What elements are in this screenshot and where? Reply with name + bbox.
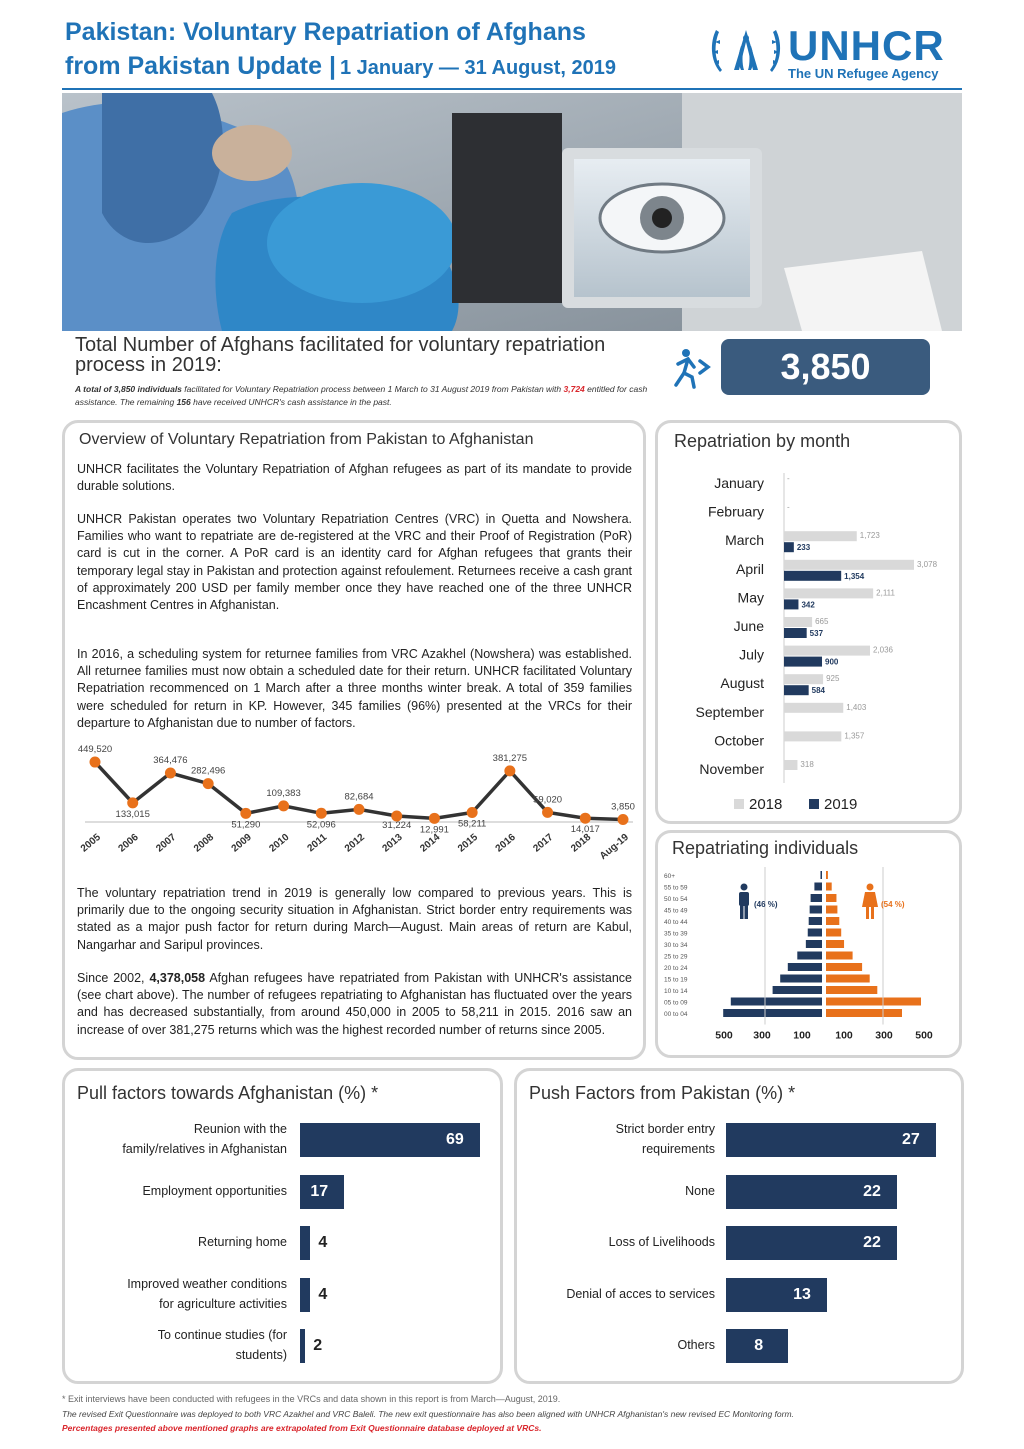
- age-label: 60+: [664, 873, 676, 880]
- factor-value: 22: [863, 1182, 881, 1200]
- female-bar: [826, 986, 877, 994]
- trend-year-label: 2009: [229, 831, 254, 855]
- factor-value: 4: [318, 1234, 328, 1251]
- age-pyramid-chart: [662, 867, 957, 1055]
- male-bar: [820, 871, 822, 879]
- trend-point: [203, 778, 214, 789]
- factor-label-line2: students): [235, 1348, 287, 1362]
- bar-2018-label: 665: [815, 617, 829, 626]
- bar-2018-label: -: [787, 502, 790, 512]
- bar-2018-label: 1,357: [844, 731, 865, 741]
- overview-title: Overview of Voluntary Repatriation from Pakistan to Afghanistan: [79, 431, 534, 448]
- male-bar: [788, 963, 822, 971]
- bar-2019: [784, 628, 807, 638]
- factor-label: [527, 1284, 715, 1304]
- male-bar: [809, 917, 822, 925]
- total-note: [75, 383, 665, 409]
- trend-year-label: 2011: [305, 831, 330, 855]
- male-bar: [773, 986, 822, 994]
- trend-value-label: 59,020: [533, 794, 563, 806]
- male-bar: [797, 952, 822, 960]
- trend-value-label: 12,991: [419, 824, 449, 836]
- factor-value: 4: [318, 1285, 328, 1303]
- factor-bar: [300, 1278, 310, 1312]
- trend-year-label: 2018: [569, 831, 594, 855]
- walking-person-icon: [668, 347, 716, 389]
- female-bar: [826, 929, 841, 937]
- pyramid-axis-tick: 100: [793, 1029, 811, 1042]
- age-label: 10 to 14: [664, 988, 688, 995]
- age-label: 15 to 19: [664, 976, 688, 984]
- trend-point: [429, 813, 440, 824]
- overview-panel: [62, 420, 646, 1060]
- trend-year-label: 2012: [342, 831, 367, 855]
- female-percent: (54 %): [881, 900, 905, 909]
- overview-paragraph-2: UNHCR Pakistan operates two Voluntary Repatriation Centres (VRC) in Quetta and Nowshera. Families who want to repatriate are de-registered at the VRC and their Proof of Registration (PoR) card is cut in the corner. A PoR card is an identity card for Afghan refugees that grants their temporary legal stay in Pakistan and protection against refoulement. Returnees receive a cash grant of approximately 200 USD per family member once they have reached one of the three UNHCR Encashment Centres in Afghanistan.: [77, 512, 632, 613]
- month-chart-title: Repatriation by month: [674, 431, 851, 451]
- factor-label-line1: Loss of Livelihoods: [608, 1235, 715, 1249]
- male-bar: [811, 894, 822, 902]
- overview-paragraph-5: [77, 970, 632, 1039]
- factor-label: [75, 1232, 287, 1252]
- factor-label-line2: family/relatives in Afghanistan: [122, 1142, 287, 1156]
- trend-point: [240, 808, 251, 819]
- p5-pre: Since 2002,: [77, 971, 150, 985]
- female-bar: [826, 998, 921, 1006]
- male-bar: [731, 998, 822, 1006]
- age-label: 50 to 54: [664, 896, 688, 903]
- trend-value-label: 282,496: [190, 765, 226, 777]
- date-range: 1 January — 31 August, 2019: [339, 57, 616, 79]
- note-rest: 156: [176, 397, 191, 407]
- bar-2018: [784, 674, 823, 684]
- trend-line-chart: [73, 744, 643, 885]
- month-label: September: [695, 703, 764, 720]
- factor-label-line2: for agriculture activities: [159, 1296, 287, 1311]
- age-label: 20 to 24: [664, 965, 688, 972]
- factor-label: [527, 1335, 715, 1355]
- month-label: March: [725, 532, 764, 549]
- trend-point: [316, 808, 327, 819]
- pyramid-panel: [655, 830, 962, 1058]
- trend-year-label: Aug-19: [597, 831, 631, 863]
- pyramid-axis-tick: 100: [835, 1029, 853, 1042]
- age-label: 35 to 39: [664, 930, 688, 938]
- subtitle-text: from Pakistan Update |: [65, 52, 336, 80]
- month-label: November: [699, 761, 764, 777]
- note-mid2: entitled for cash assistance. The remaining: [75, 384, 648, 407]
- factor-label: [527, 1232, 715, 1252]
- trend-year-label: 2013: [380, 831, 405, 855]
- factor-label-line2: requirements: [642, 1142, 715, 1156]
- bar-2019-label: 900: [825, 657, 839, 667]
- trend-year-label: 2010: [267, 831, 292, 855]
- push-title: Push Factors from Pakistan (%) *: [529, 1083, 796, 1103]
- factor-label-line1: Employment opportunities: [142, 1183, 287, 1198]
- trend-point: [504, 765, 515, 776]
- bar-2019: [784, 685, 809, 695]
- trend-value-label: 449,520: [77, 744, 113, 756]
- female-icon: [862, 884, 878, 920]
- pyramid-axis-tick: 500: [715, 1029, 733, 1042]
- factor-label-line1: Denial of acces to services: [566, 1286, 715, 1301]
- factor-label-line1: Reunion with the: [193, 1122, 287, 1136]
- unhcr-tagline: The UN Refugee Agency: [788, 66, 939, 81]
- factor-label: [527, 1119, 715, 1159]
- footer-note-3: Percentages presented above mentioned graphs are extrapolated from Exit Questionnaire database deployed at VRCs.: [62, 1423, 542, 1433]
- unhcr-emblem-icon: [708, 20, 784, 80]
- month-label: April: [735, 560, 764, 577]
- trend-point: [467, 807, 478, 818]
- age-label: 45 to 49: [664, 907, 688, 915]
- male-bar: [780, 975, 822, 983]
- trend-point: [127, 797, 138, 808]
- female-bar: [826, 963, 862, 971]
- trend-point: [90, 757, 101, 768]
- month-label: February: [707, 503, 764, 520]
- female-bar: [826, 975, 870, 983]
- male-bar: [806, 940, 822, 948]
- page-subtitle: [65, 52, 616, 81]
- bar-2019: [784, 599, 798, 609]
- factor-label-line1: To continue studies (for: [157, 1328, 287, 1342]
- factor-value: 8: [754, 1337, 764, 1354]
- factor-value: 17: [310, 1182, 329, 1200]
- header-rule: [62, 88, 962, 90]
- overview-paragraph-1: UNHCR facilitates the Voluntary Repatriation of Afghan refugees as part of its mandate to provide durable solutions.: [77, 462, 632, 494]
- month-label: May: [737, 589, 764, 606]
- total-value: 3,850: [721, 339, 930, 395]
- factor-bar: [300, 1226, 310, 1260]
- bar-2019-label: 537: [809, 629, 824, 638]
- bar-2018-label: -: [787, 474, 790, 483]
- push-factors-panel: [514, 1068, 964, 1384]
- trend-value-label: 381,275: [492, 752, 528, 764]
- bar-2018: [784, 560, 914, 570]
- factor-value: 2: [313, 1337, 323, 1354]
- note-end: have received UNHCR's cash assistance in the past.: [190, 397, 392, 407]
- factor-bar: [726, 1278, 827, 1312]
- female-bar: [826, 1009, 902, 1017]
- month-label: July: [739, 646, 764, 663]
- female-bar: [826, 906, 837, 914]
- factor-label-line1: Improved weather conditions: [127, 1276, 287, 1291]
- note-mid: facilitated for Voluntary Repatriation process between 1 March to 31 August 2019 from Pakistan with: [181, 384, 564, 394]
- trend-value-label: 58,211: [457, 818, 487, 830]
- month-label: January: [714, 475, 764, 491]
- factor-value: 13: [793, 1285, 811, 1303]
- bar-2018: [784, 703, 843, 713]
- factor-label-line1: Returning home: [198, 1235, 287, 1249]
- bar-2018: [784, 588, 873, 598]
- pyramid-title: Repatriating individuals: [672, 838, 859, 858]
- pyramid-axis-tick: 300: [875, 1029, 893, 1042]
- note-cash: 3,724: [563, 384, 585, 394]
- factor-label-line1: Others: [677, 1338, 715, 1352]
- age-label: 00 to 04: [664, 1011, 688, 1018]
- page-title: Pakistan: Voluntary Repatriation of Afghans: [65, 18, 586, 46]
- trend-value-label: 109,383: [266, 787, 301, 799]
- trend-year-label: 2008: [191, 831, 217, 855]
- bar-2019-label: 342: [801, 600, 815, 610]
- month-panel: [655, 420, 962, 824]
- note-total: 3,850 individuals: [113, 384, 182, 394]
- overview-paragraph-4: The voluntary repatriation trend in 2019 is generally low compared to previous years. This is primarily due to the ongoing security situation in Afghanistan. Strict border entry requirements was stated as a major push factor for return during March—August. Main areas of return are Kabul, Nangarhar and Saripul provinces.: [77, 886, 632, 952]
- bar-2018: [784, 531, 857, 541]
- month-label: October: [714, 732, 764, 749]
- female-bar: [826, 940, 844, 948]
- legend-2018-swatch: [734, 799, 744, 809]
- factor-label: [527, 1181, 715, 1201]
- legend-2019-swatch: [809, 799, 819, 809]
- factor-label-line1: Strict border entry: [615, 1122, 715, 1136]
- male-bar: [814, 883, 822, 891]
- note-pre: A total of: [75, 384, 114, 394]
- p5-post: Afghan refugees have repatriated from Pakistan with UNHCR's assistance (see chart above). The number of refugees repatriating to Afghanistan has fluctuated over the years and has decreased substantially, from around 450,000 in 2005 to 58,211 in 2015. 2016 saw an increase of over 381,275 returns which was the highest recorded number of returns since 2005.: [77, 971, 633, 1037]
- trend-year-label: 2005: [78, 831, 103, 855]
- male-percent: (46 %): [754, 900, 778, 909]
- month-label: June: [733, 618, 764, 634]
- legend-2019-label: 2019: [824, 796, 858, 813]
- trend-point: [618, 814, 629, 825]
- bar-2018: [784, 731, 841, 741]
- overview-paragraph-3: In 2016, a scheduling system for returnee families from VRC Azakhel (Nowshera) was established. All returnee families must now obtain a scheduled date for their return. UNHCR facilitated Voluntary Repatriation recommenced on 1 March after a three months winter break. A total of 359 families were scheduled for return in KP. However, 345 families (96%) presented at the VRCs for their departure to Afghanistan due to number of factors.: [77, 647, 632, 730]
- factor-value: 69: [446, 1131, 464, 1148]
- trend-value-label: 52,096: [306, 819, 336, 831]
- age-label: 05 to 09: [664, 999, 688, 1007]
- bar-2018-label: 1,723: [859, 531, 880, 541]
- pyramid-axis-tick: 300: [753, 1029, 771, 1042]
- factor-bar: [300, 1329, 305, 1363]
- factor-label: [75, 1119, 287, 1159]
- bar-2018-label: 2,036: [872, 645, 894, 655]
- bar-2019: [784, 571, 841, 581]
- trend-value-label: 82,684: [344, 791, 374, 803]
- unhcr-logo: UNHCR: [788, 22, 945, 69]
- trend-year-label: 2006: [116, 831, 141, 855]
- bar-2018: [784, 617, 812, 627]
- female-bar: [826, 952, 853, 960]
- male-bar: [723, 1009, 822, 1017]
- month-bar-chart: [664, 465, 959, 820]
- trend-year-label: 2016: [493, 831, 518, 855]
- age-label: 40 to 44: [664, 919, 688, 926]
- factor-label: [75, 1181, 287, 1201]
- pyramid-axis-tick: 500: [915, 1029, 933, 1042]
- footer-note-1: * Exit interviews have been conducted with refugees in the VRCs and data shown in this report is from March—August, 2019.: [62, 1394, 561, 1404]
- female-bar: [826, 883, 832, 891]
- trend-point: [354, 804, 365, 815]
- female-bar: [826, 894, 836, 902]
- female-bar: [826, 871, 828, 879]
- trend-point: [542, 807, 553, 818]
- factor-label: [75, 1274, 287, 1314]
- bar-2018-label: 2,111: [876, 588, 896, 598]
- age-label: 30 to 34: [664, 942, 688, 949]
- trend-year-label: 2015: [455, 831, 481, 855]
- footer-note-2: The revised Exit Questionnaire was deployed to both VRC Azakhel and VRC Baleli. The new exit questionnaire has also been aligned with UNHCR Afghanistan's new revised EC Monitoring form.: [62, 1409, 794, 1419]
- factor-label-line1: None: [685, 1183, 715, 1198]
- bar-2019: [784, 657, 822, 667]
- male-bar: [810, 906, 822, 914]
- bar-2019-label: 1,354: [844, 571, 865, 581]
- trend-value-label: 364,476: [153, 755, 188, 767]
- female-bar: [826, 917, 839, 925]
- age-label: 25 to 29: [664, 953, 688, 961]
- factor-value: 27: [902, 1131, 920, 1148]
- bar-2018: [784, 646, 870, 656]
- pull-factors-panel: [62, 1068, 503, 1384]
- trend-value-label: 31,224: [382, 819, 412, 831]
- total-heading: Total Number of Afghans facilitated for voluntary repatriation process in 2019:: [75, 334, 606, 376]
- trend-year-label: 2007: [154, 831, 179, 855]
- trend-value-label: 3,850: [611, 801, 635, 813]
- bar-2019: [784, 542, 794, 552]
- legend-2018-label: 2018: [749, 796, 783, 813]
- factor-value: 22: [863, 1234, 881, 1251]
- trend-value-label: 14,017: [570, 824, 600, 836]
- p5-bold: 4,378,058: [149, 971, 206, 985]
- header-photo: [62, 93, 962, 331]
- trend-year-label: 2017: [531, 831, 556, 855]
- month-label: August: [720, 675, 764, 692]
- bar-2018-label: 1,403: [846, 702, 867, 712]
- bar-2019-label: 584: [811, 686, 826, 696]
- bar-2018-label: 925: [826, 674, 840, 684]
- trend-point: [278, 800, 289, 811]
- trend-point: [580, 813, 591, 824]
- trend-value-label: 51,290: [231, 819, 261, 831]
- bar-2018-label: 318: [800, 760, 814, 769]
- pull-title: Pull factors towards Afghanistan (%) *: [77, 1083, 379, 1103]
- male-bar: [808, 929, 822, 937]
- age-label: 55 to 59: [664, 884, 688, 892]
- trend-point: [165, 768, 176, 779]
- trend-year-label: 2014: [418, 831, 443, 855]
- bar-2018: [784, 760, 797, 770]
- male-icon: [739, 884, 749, 920]
- bar-2018-label: 3,078: [917, 559, 938, 569]
- bar-2019-label: 233: [796, 543, 811, 553]
- factor-label: [75, 1325, 287, 1365]
- trend-value-label: 133,015: [115, 808, 150, 820]
